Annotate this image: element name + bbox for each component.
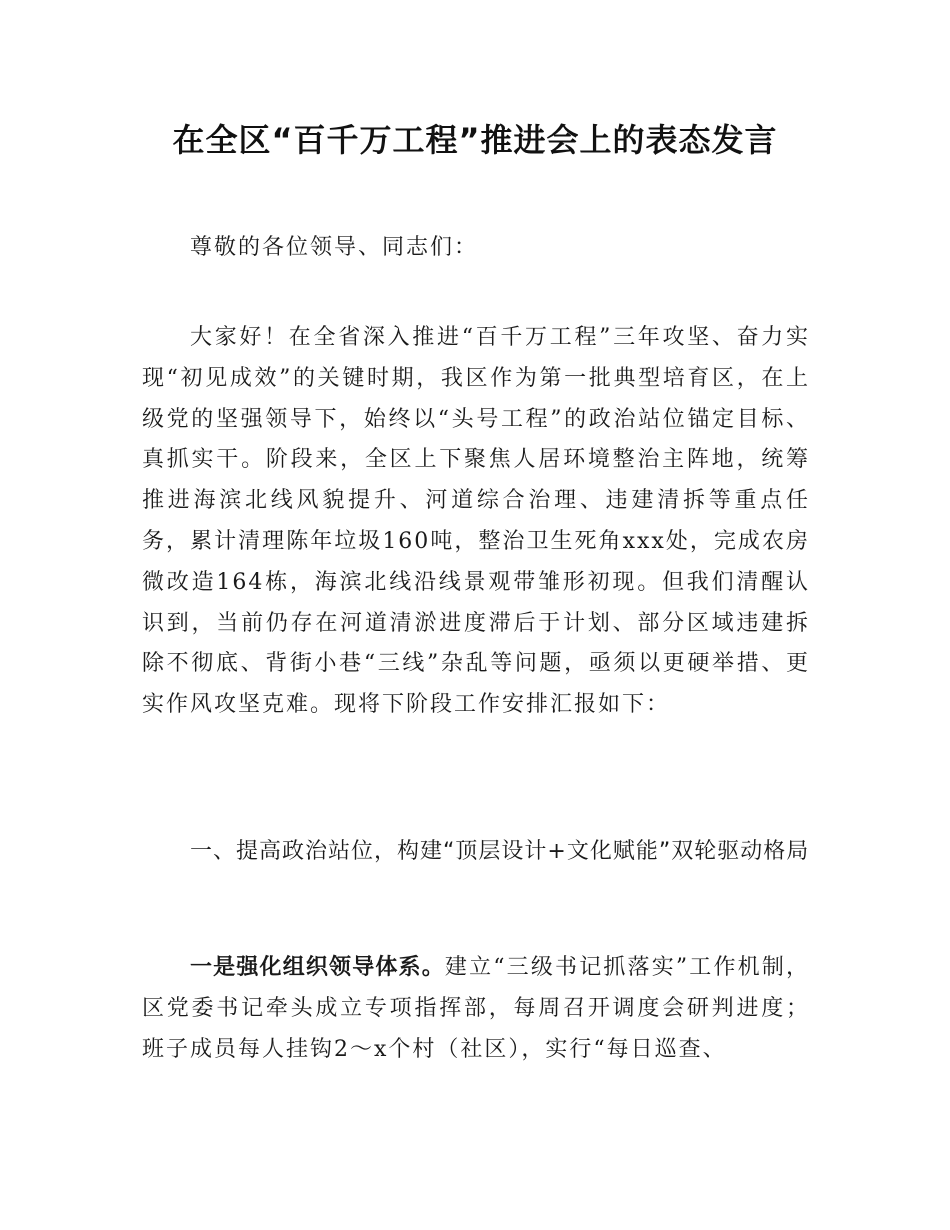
intro-paragraph: 大家好！在全省深入推进“百千万工程”三年攻坚、奋力实现“初见成效”的关键时期，我区作为第一批典型培育区，在上级党的坚强领导下，始终以“头号工程”的政治站位锚定目标、真抓实干。阶段来，全区上下聚焦人居环境整治主阵地，统筹推进海滨北线风貌提升、河道综合治理、违建清拆等重点任务，累计清理陈年垃圾160吨，整治卫生死角xxx处，完成农房微改造164栋，海滨北线沿线景观带雏形初现。但我们清醒认识到，当前仍存在河道清淤进度滞后于计划、部分区域违建拆除不彻底、背街小巷“三线”杂乱等问题，亟须以更硬举措、更实作风攻坚克难。现将下阶段工作安排汇报如下： (142, 325, 810, 718)
section-heading: 一、提高政治站位，构建“顶层设计+文化赋能”双轮驱动格局 (190, 839, 810, 864)
salutation: 尊敬的各位领导、同志们： (190, 235, 479, 260)
point-one-text: 建立“三级书记抓落实”工作机制，区党委书记牵头成立专项指挥部，每周召开调度会研判进度；班子成员每人挂钩2～x个村（社区），实行“每日巡查、 (142, 955, 810, 1062)
point-one-lead: 一是强化组织领导体系。 (190, 955, 445, 980)
point-one-paragraph (142, 948, 810, 1070)
document-title: 在全区“百千万工程”推进会上的表态发言 (172, 121, 778, 159)
